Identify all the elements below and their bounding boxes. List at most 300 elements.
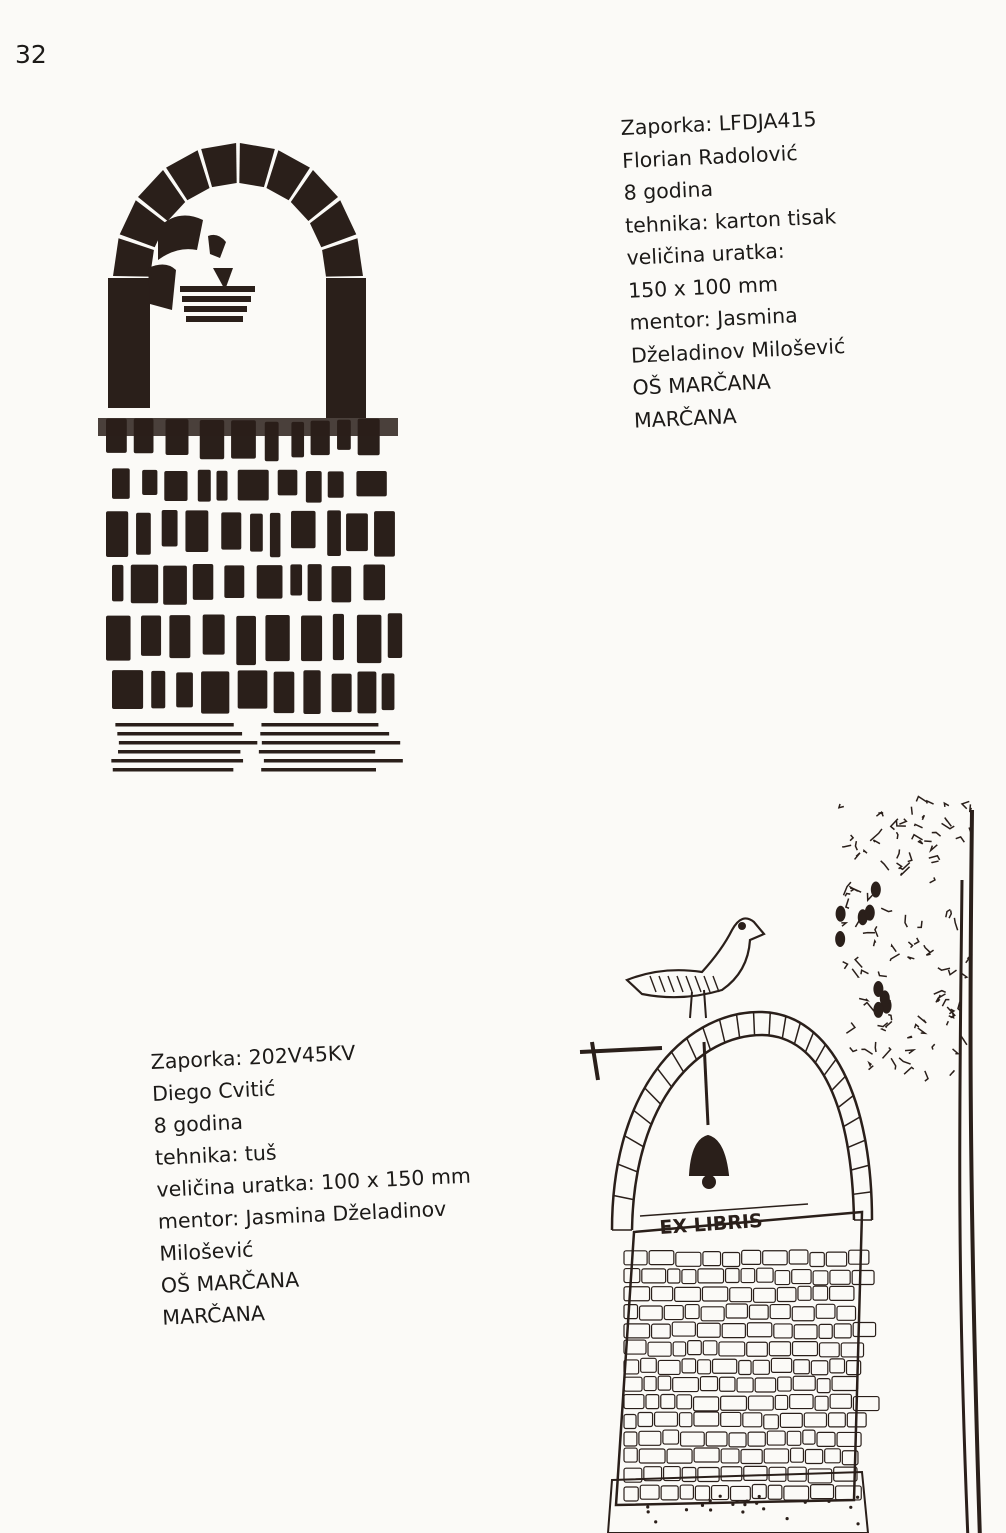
bird-feather <box>686 976 692 992</box>
arch-tick <box>848 1140 866 1147</box>
foliage-stroke <box>869 1063 872 1067</box>
entry-1-line-1: Zaporka: LFDJA415 <box>620 107 817 140</box>
cobblestone <box>679 1413 691 1427</box>
ground-stripe <box>113 768 234 772</box>
brick <box>112 565 123 601</box>
bird-eye <box>739 923 745 929</box>
bird-legs <box>690 990 706 1018</box>
arch-tick <box>853 1192 871 1194</box>
cobblestone <box>748 1432 765 1446</box>
cobblestone <box>648 1342 671 1356</box>
base-dot <box>745 1499 748 1502</box>
foliage-stroke <box>942 1000 949 1007</box>
foliage-stroke <box>945 818 952 827</box>
cobblestone <box>729 1433 746 1447</box>
brick <box>238 470 269 501</box>
brick <box>346 513 368 551</box>
cobblestone <box>624 1415 636 1429</box>
ground-stripe <box>261 723 378 727</box>
foliage-stroke <box>896 832 897 839</box>
leaf-blot <box>873 1002 883 1018</box>
cobblestone <box>702 1287 727 1301</box>
cobblestone <box>721 1412 741 1426</box>
ex-libris-label: EX LIBRIS <box>658 1209 764 1239</box>
base-dot <box>758 1495 761 1498</box>
cobblestone <box>777 1288 796 1302</box>
cobblestone <box>763 1251 788 1265</box>
cobblestone <box>703 1252 721 1266</box>
foliage-stroke <box>852 969 858 977</box>
cobblestone <box>721 1467 742 1481</box>
arch-right-post <box>326 278 366 418</box>
foliage-stroke <box>861 970 869 974</box>
cobblestone <box>685 1305 699 1319</box>
cobblestone <box>694 1412 719 1426</box>
cobblestone <box>754 1288 776 1302</box>
base-dot <box>654 1520 657 1523</box>
ground-stripe <box>262 741 400 745</box>
arch-tick <box>720 1020 725 1043</box>
cobblestone <box>644 1377 656 1391</box>
bird-body <box>627 918 764 997</box>
cobblestone <box>744 1466 767 1480</box>
arch-tick <box>782 1016 786 1038</box>
cobblestone <box>624 1377 642 1391</box>
base-dot <box>856 1522 859 1525</box>
cobblestone <box>694 1397 719 1411</box>
cobblestone <box>828 1413 845 1427</box>
brick <box>236 616 256 665</box>
brick <box>250 514 263 552</box>
cobblestone <box>726 1268 740 1282</box>
caption-entry-1 <box>620 102 849 436</box>
entry-2-line-7: Milošević <box>158 1237 254 1266</box>
arch-tick <box>645 1088 661 1104</box>
cobblestone <box>741 1450 762 1464</box>
base-dot <box>743 1503 746 1506</box>
cobblestone <box>841 1343 863 1357</box>
brick <box>216 471 227 501</box>
foliage-stroke <box>931 845 938 851</box>
cobblestone <box>624 1487 638 1501</box>
foliage-stroke <box>922 815 924 819</box>
foliage-stroke <box>944 803 949 807</box>
cobblestone <box>810 1252 824 1266</box>
entry-1-line-2: Florian Radolović <box>621 140 799 173</box>
ground-stripe <box>264 759 403 763</box>
cobblestone <box>778 1377 792 1391</box>
foliage-stroke <box>938 968 950 970</box>
base-dot <box>804 1501 807 1504</box>
foliage-stroke <box>908 942 912 948</box>
cobblestone <box>639 1431 661 1445</box>
cobblestone <box>703 1341 717 1355</box>
brick <box>328 471 344 497</box>
cobblestone <box>673 1378 699 1392</box>
cobblestone <box>837 1306 856 1320</box>
arch-left-post <box>108 278 150 408</box>
bird-feather <box>650 976 656 992</box>
foliage-stroke <box>929 856 940 860</box>
inner-stripe <box>182 296 251 302</box>
inner-mark <box>158 216 203 261</box>
cobblestone <box>775 1395 787 1409</box>
brick <box>274 672 295 713</box>
brick <box>332 566 352 602</box>
ground-stripe <box>117 732 242 736</box>
base-dot <box>731 1503 734 1506</box>
leaf-blot <box>871 882 881 898</box>
arch-tick <box>832 1076 846 1090</box>
cobblestone <box>658 1360 680 1374</box>
cobblestone <box>730 1288 752 1302</box>
cobblestone <box>726 1304 747 1318</box>
cobblestone <box>825 1449 841 1463</box>
cobblestone <box>700 1377 717 1391</box>
foliage-stroke <box>881 908 892 911</box>
cobblestone <box>748 1396 773 1410</box>
foliage-stroke <box>859 999 867 1001</box>
brick <box>308 564 322 601</box>
cobblestone <box>658 1376 671 1390</box>
cobblestone <box>792 1307 814 1321</box>
entry-1-line-4: tehnika: karton tisak <box>624 203 837 238</box>
cobblestone <box>698 1468 719 1482</box>
foliage-stroke <box>949 911 951 919</box>
brick <box>198 470 211 502</box>
cobblestone <box>789 1250 808 1264</box>
arch-tick <box>805 1032 813 1052</box>
brick <box>201 671 229 713</box>
cobblestone <box>706 1432 727 1446</box>
cobblestone <box>667 1449 692 1463</box>
foliage-stroke <box>881 861 889 870</box>
foliage-stroke <box>843 962 848 969</box>
foliage-stroke <box>934 991 946 995</box>
base-dot <box>709 1508 712 1511</box>
brick <box>306 471 322 503</box>
brick <box>151 671 165 708</box>
foliage-stroke <box>932 832 941 836</box>
cobblestone <box>792 1270 811 1284</box>
cobblestone <box>682 1270 696 1284</box>
foliage-stroke <box>917 921 922 928</box>
foliage-stroke <box>912 835 923 840</box>
cobblestone <box>639 1449 665 1463</box>
cobblestone <box>688 1341 702 1355</box>
foliage-stroke <box>905 915 907 927</box>
brick <box>106 616 131 661</box>
cobblestone <box>849 1250 869 1264</box>
cobblestone <box>676 1252 701 1266</box>
cobblestone <box>661 1395 675 1409</box>
brick <box>106 511 128 557</box>
cobblestone <box>698 1360 711 1374</box>
brick <box>169 615 190 658</box>
arch-tick <box>737 1014 740 1037</box>
brick <box>238 670 268 708</box>
cobblestone <box>771 1358 791 1372</box>
base-dot <box>647 1510 650 1513</box>
cobblestone <box>816 1304 835 1318</box>
cobblestone <box>787 1431 801 1445</box>
cobblestone <box>817 1432 835 1446</box>
arch-tick <box>613 1196 633 1200</box>
cobblestone <box>677 1395 692 1409</box>
brick-band <box>98 418 398 436</box>
bell <box>690 1136 728 1175</box>
cobblestone <box>768 1485 782 1499</box>
cobblestone <box>721 1449 739 1463</box>
brick <box>290 564 302 595</box>
cobblestone <box>675 1287 701 1301</box>
cobblestone <box>753 1360 769 1374</box>
entry-2-line-4: tehnika: tuš <box>154 1140 278 1170</box>
foliage-stroke <box>842 845 851 847</box>
ground-stripe <box>259 750 375 754</box>
cobblestone <box>819 1343 839 1357</box>
foliage-stroke <box>927 801 934 804</box>
base-dot <box>701 1504 704 1507</box>
cobblestone <box>794 1325 817 1339</box>
cobblestone <box>723 1252 740 1266</box>
foliage-stroke <box>953 1049 959 1054</box>
cobblestone <box>805 1450 822 1464</box>
brick <box>363 564 385 600</box>
foliage-stroke <box>891 1058 896 1069</box>
cobblestone <box>793 1342 818 1356</box>
brick <box>291 511 316 548</box>
cobblestone <box>747 1323 771 1337</box>
entry-1-line-10: MARČANA <box>633 403 738 433</box>
entry-1-line-8: Dželadinov Milošević <box>630 333 846 368</box>
cobblestone <box>713 1359 737 1373</box>
cobblestone <box>798 1286 811 1300</box>
tree-trunk <box>970 810 980 1533</box>
entry-2-line-1: Zaporka: 202V45KV <box>150 1040 356 1074</box>
foliage-stroke <box>875 926 878 936</box>
base-dot <box>762 1507 765 1510</box>
ground-stripe <box>111 759 243 763</box>
cobblestone <box>742 1250 761 1264</box>
foliage-stroke <box>962 801 969 808</box>
foliage-stroke <box>899 1058 911 1064</box>
cobblestone <box>837 1432 861 1446</box>
cobblestone <box>804 1413 826 1427</box>
arch-tick <box>794 1023 800 1044</box>
bird-feather <box>677 976 683 992</box>
ground-stripe <box>260 732 389 736</box>
cobblestone <box>811 1485 834 1499</box>
foliage-stroke <box>916 796 927 802</box>
brick <box>164 471 187 501</box>
foliage-stroke <box>863 933 875 934</box>
brick <box>224 565 244 598</box>
cobblestone <box>791 1448 804 1462</box>
cobblestone <box>817 1379 830 1393</box>
entry-2-line-5: veličina uratka: 100 x 150 mm <box>155 1163 472 1202</box>
brick <box>382 673 395 710</box>
foliage-stroke <box>846 1023 855 1034</box>
base-dot <box>786 1517 789 1520</box>
bell-clapper <box>703 1176 715 1188</box>
entry-2-line-6: mentor: Jasmina Dželadinov <box>157 1196 447 1234</box>
foliage-stroke <box>850 835 853 841</box>
cobblestone <box>774 1324 792 1338</box>
foliage-stroke <box>950 1070 955 1075</box>
cobblestone <box>757 1268 773 1282</box>
well-arch-outer <box>612 1012 872 1230</box>
ground-stripe <box>261 768 376 772</box>
entry-1-line-7: mentor: Jasmina <box>629 303 799 335</box>
brick <box>176 672 193 707</box>
inner-stripe <box>186 316 243 322</box>
foliage-stroke <box>867 893 872 900</box>
foliage-stroke <box>918 840 923 844</box>
ground-stripe <box>118 750 240 754</box>
foliage-stroke <box>949 970 957 975</box>
brick <box>357 672 376 714</box>
bird-feather <box>713 976 719 992</box>
cobblestone <box>743 1413 762 1427</box>
foliage-stroke <box>914 938 919 944</box>
brick <box>221 512 241 549</box>
arch-tick <box>838 1096 853 1108</box>
brick <box>203 615 225 655</box>
cobblestone <box>830 1394 851 1408</box>
arch-tick <box>843 1117 860 1127</box>
cobblestone <box>624 1448 637 1462</box>
brick <box>278 470 298 496</box>
foliage-stroke <box>905 1050 914 1054</box>
arch-tick <box>754 1012 755 1035</box>
cobblestone <box>624 1287 650 1301</box>
brick <box>332 674 352 712</box>
foliage-stroke <box>841 923 846 926</box>
cobblestone <box>819 1324 832 1338</box>
brick <box>257 565 283 599</box>
foliage-stroke <box>874 941 876 946</box>
cobblestone <box>749 1305 768 1319</box>
foliage-stroke <box>899 819 906 824</box>
cobblestone <box>775 1271 790 1285</box>
foliage-stroke <box>924 841 931 842</box>
cobblestone <box>655 1412 678 1426</box>
cobblestone <box>664 1306 683 1320</box>
cobblestone <box>673 1342 686 1356</box>
arch-tick <box>671 1052 683 1072</box>
cobblestone <box>624 1305 638 1319</box>
foliage-stroke <box>908 957 915 959</box>
cobblestone <box>646 1395 659 1409</box>
cobblestone <box>640 1306 663 1320</box>
cobblestone <box>652 1324 671 1338</box>
ground-stripe <box>115 723 233 727</box>
foliage-stroke <box>882 1029 886 1031</box>
base-dot <box>755 1502 758 1505</box>
cobblestone <box>755 1378 775 1392</box>
cobblestone <box>747 1342 768 1356</box>
leaf-blot <box>835 931 845 947</box>
cobblestone <box>853 1323 875 1337</box>
foliage-stroke <box>925 1071 928 1081</box>
foliage-stroke <box>864 1003 874 1012</box>
foliage-stroke <box>855 853 860 860</box>
cobblestone <box>780 1413 802 1427</box>
cobblestone <box>722 1324 745 1338</box>
cobblestone <box>698 1269 724 1283</box>
bird-feather <box>695 976 701 992</box>
caption-entry-2 <box>150 1032 477 1334</box>
foliage-stroke <box>908 852 912 861</box>
brick <box>141 616 161 656</box>
arch-tick <box>625 1136 644 1147</box>
arch-tick <box>618 1164 638 1172</box>
foliage-stroke <box>947 1021 949 1025</box>
entry-2-line-8: OŠ MARČANA <box>160 1267 300 1298</box>
page-number: 32 <box>15 40 47 69</box>
brick <box>162 510 178 546</box>
cobblestone <box>668 1269 680 1283</box>
foliage-stroke <box>839 804 844 808</box>
foliage-stroke <box>932 861 938 863</box>
well-drawing-image <box>572 780 1004 1533</box>
brick <box>185 510 208 552</box>
cobblestone <box>830 1286 854 1300</box>
foliage-stroke <box>883 1047 891 1058</box>
entry-2-line-3: 8 godina <box>153 1109 244 1138</box>
cobblestone <box>794 1360 810 1374</box>
entry-1-line-6: 150 x 100 mm <box>627 271 779 303</box>
cobblestone <box>642 1269 666 1283</box>
arch-tick <box>657 1068 671 1087</box>
foliage-stroke <box>914 824 922 828</box>
cobblestone <box>770 1305 790 1319</box>
cobblestone <box>682 1467 696 1481</box>
arch-tick <box>769 1013 770 1036</box>
base-dot <box>735 1500 738 1503</box>
entry-1-line-5: veličina uratka: <box>626 238 786 270</box>
base-dot <box>741 1510 744 1513</box>
brick <box>333 614 344 660</box>
crank-handle <box>580 1042 662 1080</box>
base-dot <box>827 1500 830 1503</box>
brick <box>142 470 157 495</box>
foliage-stroke <box>873 840 879 844</box>
foliage-stroke <box>855 841 857 850</box>
brick <box>357 615 381 663</box>
foliage-stroke <box>864 851 867 854</box>
well-arch-inner <box>632 1035 854 1230</box>
cobblestone <box>830 1270 850 1284</box>
cobblestone <box>767 1431 785 1445</box>
artwork-cardboard-print <box>88 118 408 778</box>
cobblestone <box>672 1322 695 1336</box>
cobblestone <box>640 1485 659 1499</box>
brick <box>301 616 322 662</box>
arch-tick <box>824 1059 836 1075</box>
cobblestone <box>793 1376 815 1390</box>
cobblestone <box>697 1323 720 1337</box>
cobblestone <box>652 1287 673 1301</box>
brick <box>388 613 402 658</box>
base-dot <box>685 1508 688 1511</box>
arch-print-group <box>98 143 403 771</box>
foliage-stroke <box>846 899 849 909</box>
cobblestone <box>803 1430 815 1444</box>
cobblestone <box>680 1485 693 1499</box>
brick <box>270 513 281 557</box>
